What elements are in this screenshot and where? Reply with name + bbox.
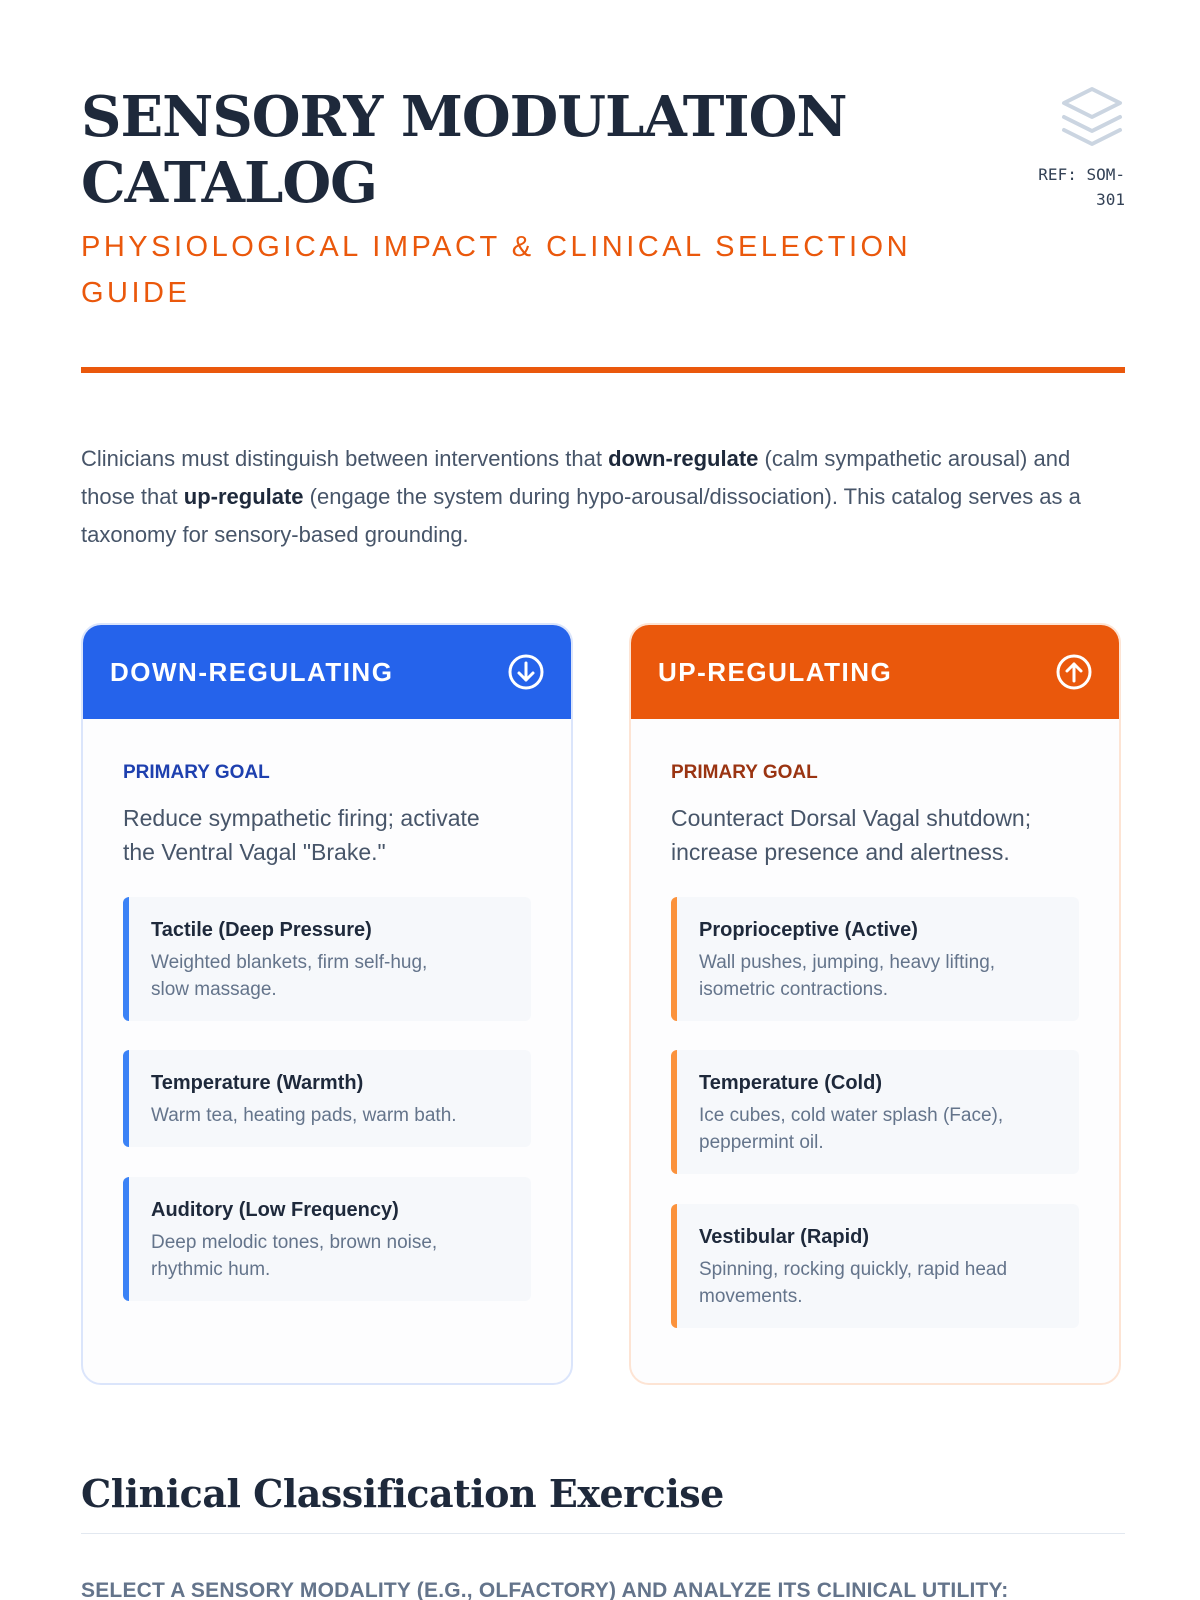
- modality-item: [123, 897, 531, 1021]
- description-line: Wall pushes, jumping, heavy lifting,: [699, 952, 996, 973]
- modality-title: Temperature (Cold): [699, 1072, 882, 1094]
- goal-line: increase presence and alertness.: [671, 839, 1010, 865]
- modality-title: Auditory (Low Frequency): [151, 1199, 399, 1221]
- down-regulating-card: [81, 623, 573, 1385]
- modality-title: Vestibular (Rapid): [699, 1226, 870, 1248]
- modality-title: Tactile (Deep Pressure): [151, 919, 372, 941]
- reference-line: REF: SOM-: [1038, 165, 1125, 184]
- description-line: rhythmic hum.: [151, 1259, 271, 1280]
- intro-text: (calm sympathetic arousal) and those that: [81, 446, 1071, 509]
- modality-description: [699, 1102, 1059, 1156]
- goal-line: Counteract Dorsal Vagal shutdown;: [671, 805, 1032, 831]
- modality-item: [671, 1204, 1079, 1328]
- reference-line: 301: [1096, 190, 1125, 209]
- goal-line: Reduce sympathetic firing; activate: [123, 805, 480, 831]
- intro-keyword: up-regulate: [183, 484, 304, 509]
- goal-label: PRIMARY GOAL: [123, 762, 270, 783]
- title-line: CATALOG: [81, 150, 377, 216]
- card-title: DOWN-REGULATING: [110, 657, 394, 687]
- modality-item: [671, 1050, 1079, 1174]
- subtitle-line: PHYSIOLOGICAL IMPACT & CLINICAL SELECTION: [81, 231, 912, 263]
- modality-description: [699, 949, 1059, 1003]
- header: [81, 84, 1125, 314]
- description-line: movements.: [699, 1286, 803, 1307]
- modality-item: [123, 1050, 531, 1147]
- modality-description: [151, 949, 511, 1003]
- arrow-down-circle-icon: [507, 653, 545, 691]
- description-line: isometric contractions.: [699, 979, 889, 1000]
- card-header: [83, 625, 571, 719]
- description-line: Deep melodic tones, brown noise,: [151, 1232, 438, 1253]
- subtitle-line: GUIDE: [81, 277, 191, 309]
- modality-description: [151, 1102, 511, 1129]
- layers-stack-icon: [1059, 84, 1125, 150]
- description-line: peppermint oil.: [699, 1132, 824, 1153]
- intro-keyword: down-regulate: [608, 446, 759, 471]
- intro-paragraph: [81, 440, 1125, 554]
- modality-description: [699, 1256, 1059, 1310]
- description-line: Weighted blankets, firm self-hug,: [151, 952, 428, 973]
- goal-line: the Ventral Vagal "Brake.": [123, 839, 386, 865]
- page-title: [81, 84, 981, 216]
- modality-description: [151, 1229, 511, 1283]
- exercise-title: Clinical Classification Exercise: [81, 1471, 724, 1516]
- exercise-prompt: SELECT A SENSORY MODALITY (E.G., OLFACTORY) AND ANALYZE ITS CLINICAL UTILITY:: [81, 1579, 1009, 1600]
- card-title: UP-REGULATING: [658, 657, 893, 687]
- page-subtitle: [81, 224, 961, 316]
- modality-title: Temperature (Warmth): [151, 1072, 364, 1094]
- section-divider: [81, 1533, 1125, 1534]
- up-regulating-card: [629, 623, 1121, 1385]
- goal-text: [123, 801, 543, 869]
- goal-label: PRIMARY GOAL: [671, 762, 818, 783]
- modality-item: [671, 897, 1079, 1021]
- header-divider: [81, 367, 1125, 373]
- intro-text: Clinicians must distinguish between interventions that: [81, 446, 609, 471]
- description-line: slow massage.: [151, 979, 277, 1000]
- description-line: Ice cubes, cold water splash (Face),: [699, 1105, 1004, 1126]
- modality-title: Proprioceptive (Active): [699, 919, 918, 941]
- reference-code: [1015, 162, 1125, 212]
- description-line: Spinning, rocking quickly, rapid head: [699, 1259, 1008, 1280]
- card-header: [631, 625, 1119, 719]
- intro-text: (engage the system during hypo-arousal/dissociation). This catalog serves as a taxonomy for sensory-based grounding.: [81, 484, 1081, 547]
- description-line: Warm tea, heating pads, warm bath.: [151, 1105, 457, 1126]
- modality-item: [123, 1177, 531, 1301]
- goal-text: [671, 801, 1091, 869]
- arrow-up-circle-icon: [1055, 653, 1093, 691]
- title-line: SENSORY MODULATION: [81, 84, 847, 150]
